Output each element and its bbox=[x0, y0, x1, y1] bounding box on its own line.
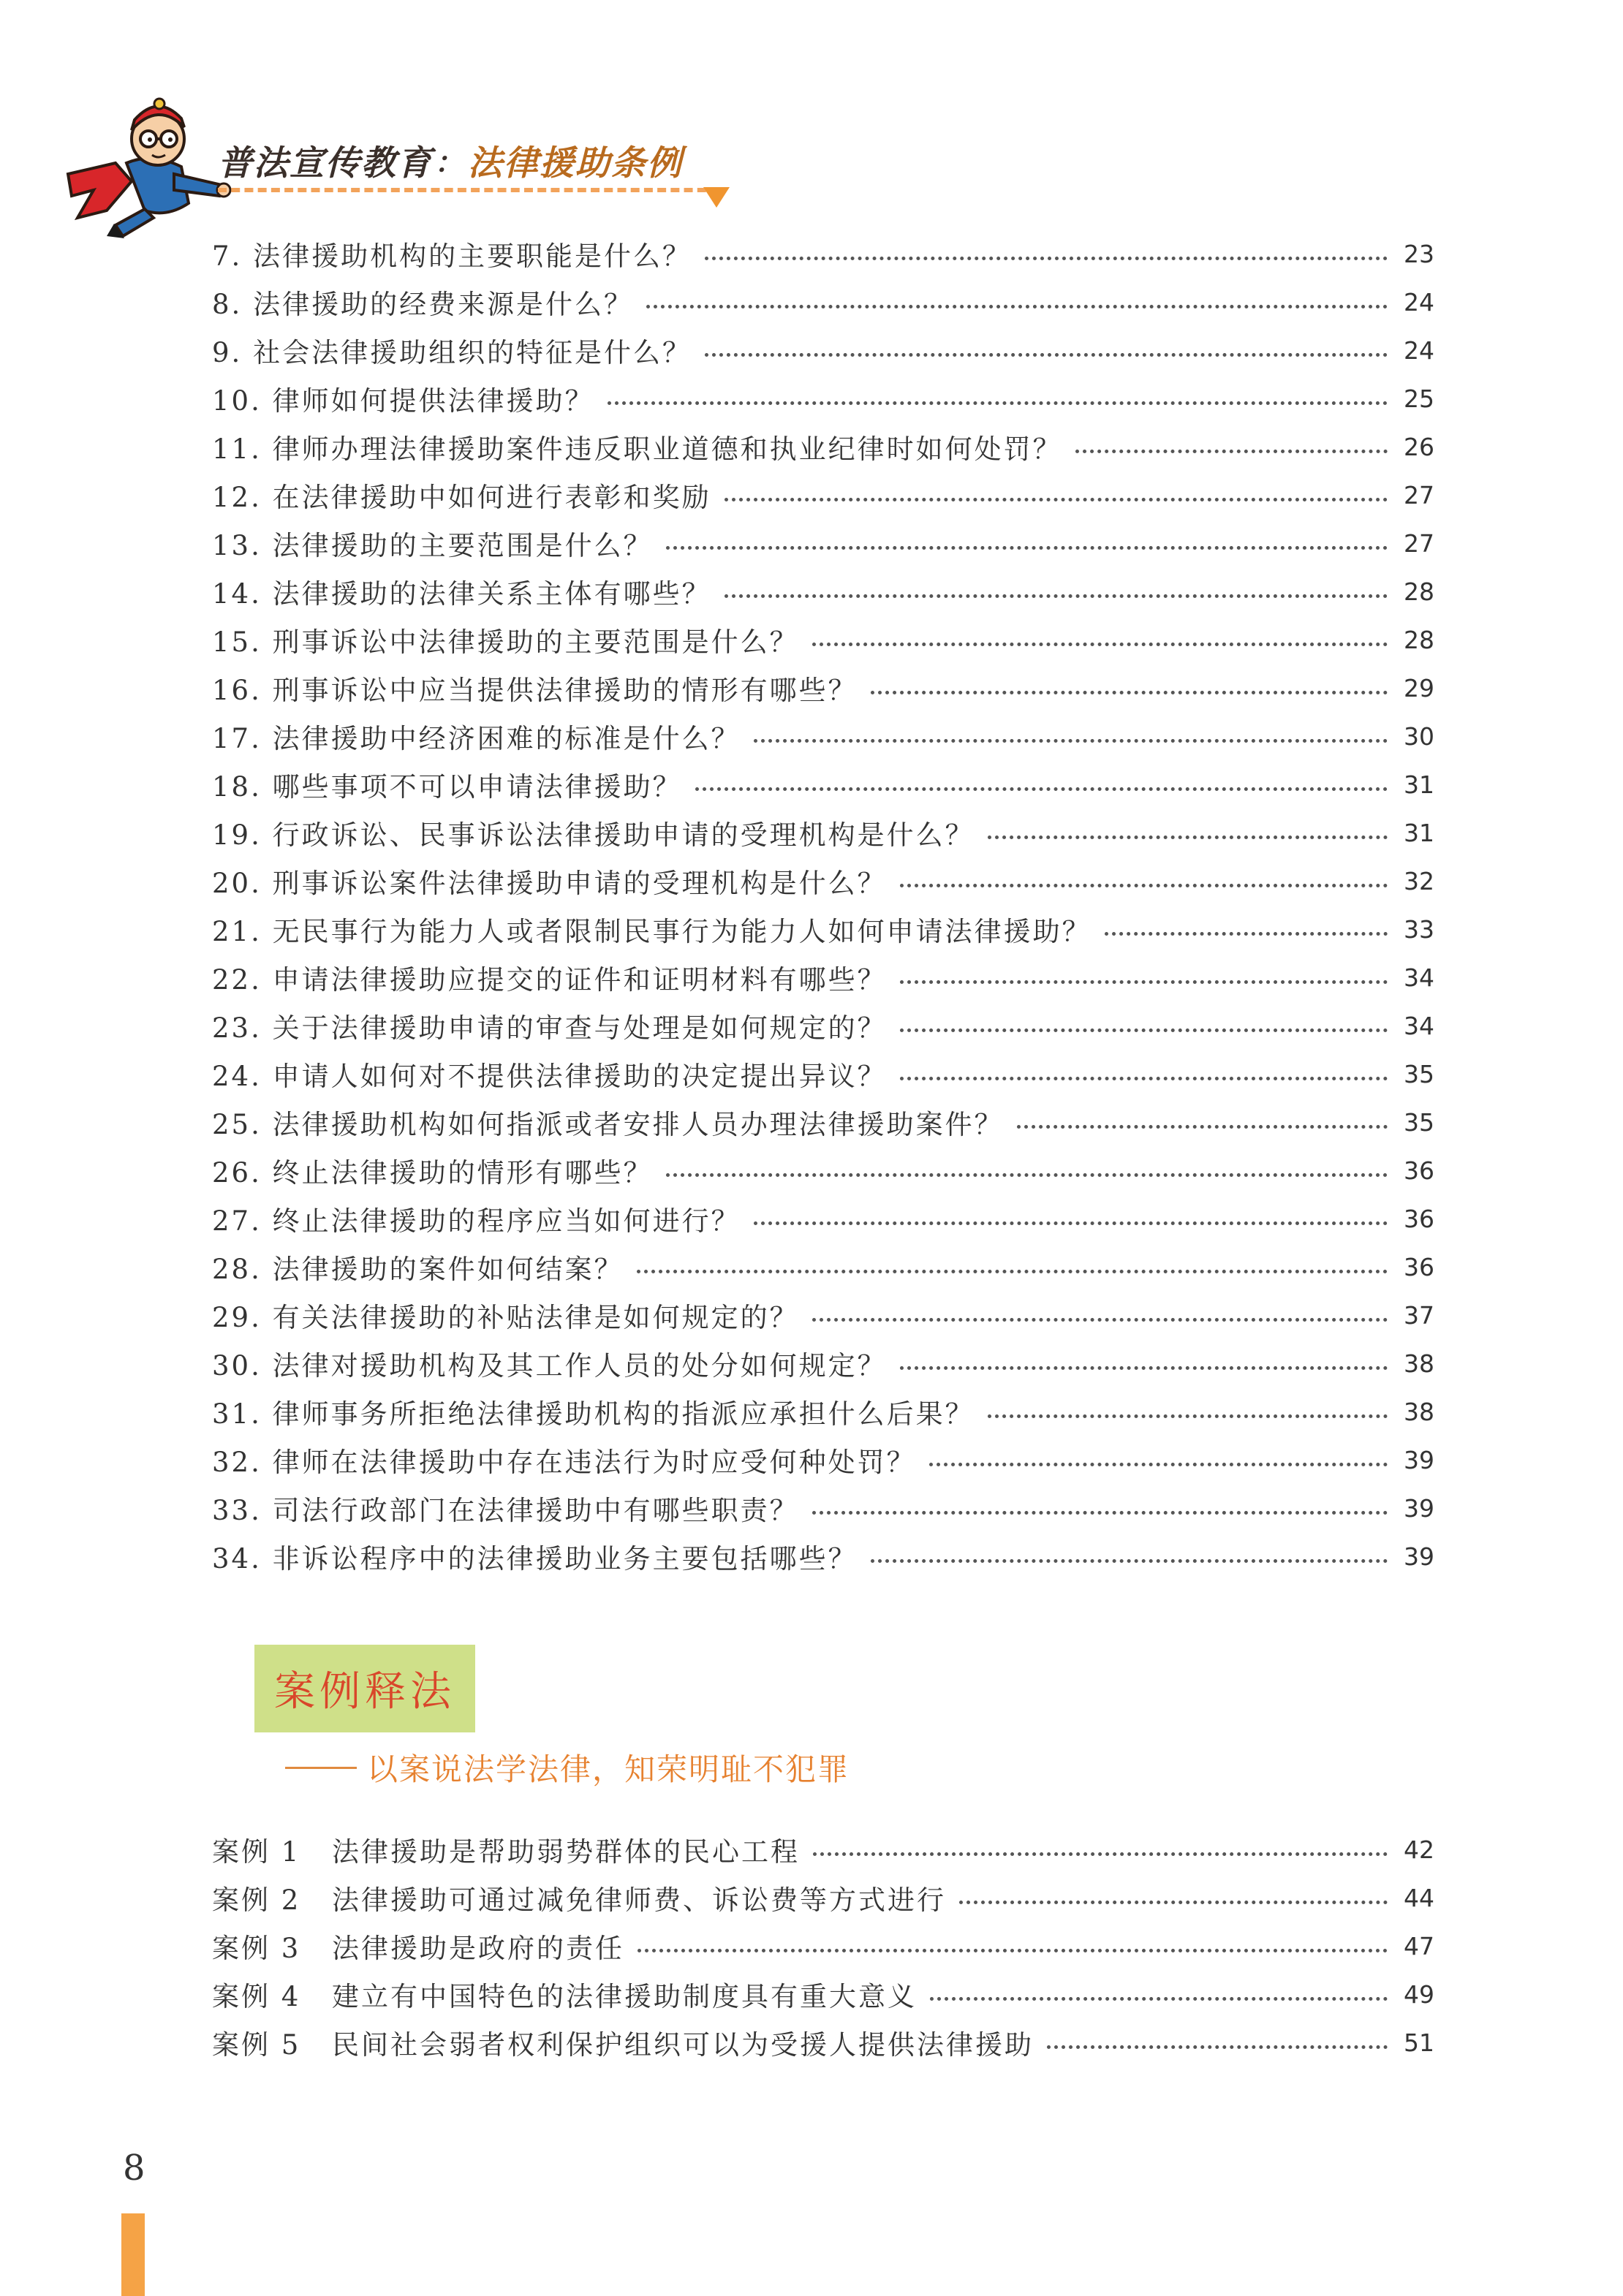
case-entry-title: 法律援助是政府的责任 bbox=[332, 1933, 624, 1964]
toc-dot-leader bbox=[871, 691, 1388, 694]
toc-entry-page: 31 bbox=[1404, 770, 1434, 799]
toc-entry bbox=[212, 857, 1434, 905]
toc-entry-title: 21. 无民事行为能力人或者限制民事行为能力人如何申请法律援助？ bbox=[212, 916, 1092, 947]
toc-dot-leader bbox=[754, 739, 1388, 743]
case-entry-label: 案例 4 bbox=[212, 1981, 301, 2012]
case-entry-label: 案例 3 bbox=[212, 1933, 301, 1964]
triangle-marker-icon bbox=[703, 187, 730, 208]
series-name: 普法宣传教育 bbox=[218, 143, 433, 183]
table-of-contents bbox=[212, 230, 1434, 1580]
toc-entry-page: 31 bbox=[1404, 818, 1434, 847]
case-entry-page: 42 bbox=[1404, 1835, 1434, 1864]
toc-entry bbox=[212, 615, 1434, 664]
case-entry-title: 民间社会弱者权利保护组织可以为受援人提供法律援助 bbox=[332, 2029, 1034, 2061]
title-separator: ： bbox=[434, 145, 465, 180]
toc-entry-title: 10. 律师如何提供法律援助？ bbox=[212, 385, 594, 417]
toc-entry-title: 12. 在法律援助中如何进行表彰和奖励 bbox=[212, 482, 711, 513]
toc-entry-title: 18. 哪些事项不可以申请法律援助？ bbox=[212, 771, 682, 803]
toc-entry bbox=[212, 374, 1434, 423]
toc-entry-page: 38 bbox=[1404, 1349, 1434, 1378]
toc-entry bbox=[212, 1098, 1434, 1146]
toc-entry bbox=[212, 1387, 1434, 1436]
toc-entry-page: 34 bbox=[1404, 1011, 1434, 1040]
book-subject: 法律援助条例 bbox=[468, 143, 683, 183]
toc-entry-title: 20. 刑事诉讼案件法律援助申请的受理机构是什么？ bbox=[212, 868, 887, 899]
toc-entry bbox=[212, 1001, 1434, 1050]
toc-entry-title: 25. 法律援助机构如何指派或者安排人员办理法律援助案件？ bbox=[212, 1109, 1004, 1140]
toc-entry bbox=[212, 712, 1434, 760]
toc-dot-leader bbox=[705, 257, 1388, 260]
toc-entry-title: 22. 申请法律援助应提交的证件和证明材料有哪些？ bbox=[212, 964, 887, 996]
toc-dot-leader bbox=[646, 305, 1388, 308]
toc-entry-page: 35 bbox=[1404, 1059, 1434, 1088]
toc-entry-page: 24 bbox=[1404, 336, 1434, 365]
toc-entry-title: 30. 法律对援助机构及其工作人员的处分如何规定？ bbox=[212, 1350, 887, 1382]
toc-entry bbox=[212, 760, 1434, 808]
toc-entry-page: 29 bbox=[1404, 673, 1434, 702]
section-title: 案例释法 bbox=[274, 1668, 455, 1716]
toc-entry-page: 26 bbox=[1404, 432, 1434, 461]
toc-entry-page: 39 bbox=[1404, 1493, 1434, 1523]
toc-entry-page: 27 bbox=[1404, 528, 1434, 558]
toc-entry bbox=[212, 519, 1434, 567]
case-dot-leader bbox=[813, 1852, 1388, 1856]
toc-entry-page: 25 bbox=[1404, 384, 1434, 413]
toc-entry-title: 19. 行政诉讼、民事诉讼法律援助申请的受理机构是什么？ bbox=[212, 819, 975, 851]
toc-dot-leader bbox=[900, 1366, 1388, 1370]
toc-entry-title: 27. 终止法律援助的程序应当如何进行？ bbox=[212, 1205, 741, 1237]
case-dot-leader bbox=[930, 1997, 1388, 2001]
case-list bbox=[212, 1825, 1434, 2066]
toc-entry-page: 32 bbox=[1404, 866, 1434, 895]
toc-entry bbox=[212, 423, 1434, 471]
toc-entry-title: 28. 法律援助的案件如何结案？ bbox=[212, 1254, 624, 1285]
flying-cadet-mascot-icon bbox=[64, 94, 232, 240]
toc-dot-leader bbox=[637, 1270, 1388, 1273]
header-dashed-rule bbox=[218, 188, 719, 192]
toc-entry-title: 17. 法律援助中经济困难的标准是什么？ bbox=[212, 723, 741, 754]
toc-dot-leader bbox=[695, 787, 1388, 791]
toc-entry bbox=[212, 1291, 1434, 1339]
toc-entry-page: 30 bbox=[1404, 721, 1434, 751]
toc-entry bbox=[212, 567, 1434, 615]
toc-dot-leader bbox=[900, 1077, 1388, 1080]
toc-entry bbox=[212, 278, 1434, 326]
case-entry-title: 法律援助可通过减免律师费、诉讼费等方式进行 bbox=[332, 1884, 946, 1916]
toc-entry-page: 39 bbox=[1404, 1445, 1434, 1474]
case-entry bbox=[212, 1970, 1434, 2018]
case-entry bbox=[212, 2018, 1434, 2066]
toc-entry-title: 31. 律师事务所拒绝法律援助机构的指派应承担什么后果？ bbox=[212, 1398, 975, 1430]
case-dot-leader bbox=[1047, 2045, 1388, 2049]
page-edge-bar bbox=[121, 2213, 145, 2296]
case-entry-label: 案例 5 bbox=[212, 2029, 301, 2061]
book-series-title bbox=[218, 127, 683, 193]
page-number: 8 bbox=[123, 2148, 145, 2189]
toc-entry-page: 39 bbox=[1404, 1542, 1434, 1571]
toc-entry-page: 28 bbox=[1404, 577, 1434, 606]
case-entry bbox=[212, 1873, 1434, 1922]
case-entry-label: 案例 2 bbox=[212, 1884, 301, 1916]
toc-dot-leader bbox=[812, 643, 1388, 646]
toc-dot-leader bbox=[812, 1318, 1388, 1322]
case-entry-page: 49 bbox=[1404, 1979, 1434, 2009]
toc-entry-title: 33. 司法行政部门在法律援助中有哪些职责？ bbox=[212, 1495, 799, 1526]
case-dot-leader bbox=[959, 1901, 1388, 1904]
toc-entry-page: 37 bbox=[1404, 1300, 1434, 1330]
toc-entry-title: 32. 律师在法律援助中存在违法行为时应受何种处罚？ bbox=[212, 1447, 916, 1478]
toc-dot-leader bbox=[900, 884, 1388, 887]
section-subtitle-text: 以案说法学法律，知荣明耻不犯罪 bbox=[367, 1751, 850, 1787]
toc-entry-title: 9. 社会法律援助组织的特征是什么？ bbox=[212, 337, 692, 368]
toc-entry-page: 27 bbox=[1404, 480, 1434, 509]
case-entry-page: 44 bbox=[1404, 1883, 1434, 1912]
toc-entry-title: 29. 有关法律援助的补贴法律是如何规定的？ bbox=[212, 1302, 799, 1333]
toc-entry bbox=[212, 1532, 1434, 1580]
toc-entry bbox=[212, 905, 1434, 953]
page-header bbox=[0, 0, 804, 241]
toc-entry-page: 24 bbox=[1404, 287, 1434, 317]
case-entry-label: 案例 1 bbox=[212, 1836, 301, 1868]
case-dot-leader bbox=[638, 1949, 1388, 1952]
toc-entry bbox=[212, 1484, 1434, 1532]
toc-entry-page: 35 bbox=[1404, 1107, 1434, 1137]
toc-dot-leader bbox=[1105, 932, 1388, 936]
toc-entry-page: 38 bbox=[1404, 1397, 1434, 1426]
toc-entry-title: 15. 刑事诉讼中法律援助的主要范围是什么？ bbox=[212, 626, 799, 658]
toc-entry-page: 33 bbox=[1404, 914, 1434, 944]
toc-entry-page: 34 bbox=[1404, 963, 1434, 992]
case-entry bbox=[212, 1825, 1434, 1873]
toc-entry bbox=[212, 1050, 1434, 1098]
toc-entry bbox=[212, 953, 1434, 1001]
toc-dot-leader bbox=[666, 1173, 1388, 1177]
toc-entry-page: 23 bbox=[1404, 239, 1434, 268]
case-entry-title: 法律援助是帮助弱势群体的民心工程 bbox=[332, 1836, 800, 1868]
toc-dot-leader bbox=[725, 498, 1388, 501]
toc-entry bbox=[212, 1339, 1434, 1387]
toc-dot-leader bbox=[666, 546, 1388, 550]
case-entry-page: 47 bbox=[1404, 1931, 1434, 1960]
toc-dot-leader bbox=[929, 1463, 1388, 1466]
toc-dot-leader bbox=[988, 836, 1388, 839]
toc-entry bbox=[212, 808, 1434, 857]
toc-dot-leader bbox=[871, 1559, 1388, 1563]
toc-entry-title: 13. 法律援助的主要范围是什么？ bbox=[212, 530, 653, 561]
toc-entry-page: 36 bbox=[1404, 1204, 1434, 1233]
toc-entry-title: 7. 法律援助机构的主要职能是什么？ bbox=[212, 240, 692, 272]
case-entry-page: 51 bbox=[1404, 2028, 1434, 2057]
case-entry bbox=[212, 1922, 1434, 1970]
toc-entry-page: 28 bbox=[1404, 625, 1434, 654]
toc-entry-title: 16. 刑事诉讼中应当提供法律援助的情形有哪些？ bbox=[212, 675, 858, 706]
toc-entry-title: 8. 法律援助的经费来源是什么？ bbox=[212, 289, 634, 320]
toc-entry bbox=[212, 1243, 1434, 1291]
toc-dot-leader bbox=[1075, 450, 1388, 453]
case-entry-title: 建立有中国特色的法律援助制度具有重大意义 bbox=[332, 1981, 917, 2012]
toc-dot-leader bbox=[900, 980, 1388, 984]
toc-entry-page: 36 bbox=[1404, 1252, 1434, 1281]
toc-entry-title: 23. 关于法律援助申请的审查与处理是如何规定的？ bbox=[212, 1012, 887, 1044]
toc-dot-leader bbox=[812, 1511, 1388, 1515]
toc-dot-leader bbox=[988, 1414, 1388, 1418]
toc-dot-leader bbox=[705, 353, 1388, 357]
toc-dot-leader bbox=[725, 594, 1388, 598]
toc-dot-leader bbox=[1017, 1125, 1388, 1129]
toc-entry bbox=[212, 1436, 1434, 1484]
toc-entry bbox=[212, 1194, 1434, 1243]
toc-entry bbox=[212, 230, 1434, 278]
toc-entry bbox=[212, 326, 1434, 374]
section-subtitle bbox=[285, 1746, 850, 1789]
section-heading-box bbox=[254, 1645, 475, 1732]
subtitle-dash bbox=[285, 1767, 357, 1769]
toc-dot-leader bbox=[608, 401, 1388, 405]
toc-entry bbox=[212, 664, 1434, 712]
toc-entry-title: 14. 法律援助的法律关系主体有哪些？ bbox=[212, 578, 711, 610]
toc-entry-title: 34. 非诉讼程序中的法律援助业务主要包括哪些？ bbox=[212, 1543, 858, 1575]
toc-entry bbox=[212, 471, 1434, 519]
toc-dot-leader bbox=[900, 1028, 1388, 1032]
toc-entry-title: 26. 终止法律援助的情形有哪些？ bbox=[212, 1157, 653, 1189]
toc-entry-title: 24. 申请人如何对不提供法律援助的决定提出异议？ bbox=[212, 1061, 887, 1092]
toc-entry-page: 36 bbox=[1404, 1156, 1434, 1185]
toc-entry bbox=[212, 1146, 1434, 1194]
toc-entry-title: 11. 律师办理法律援助案件违反职业道德和执业纪律时如何处罚？ bbox=[212, 433, 1062, 465]
toc-dot-leader bbox=[754, 1221, 1388, 1225]
